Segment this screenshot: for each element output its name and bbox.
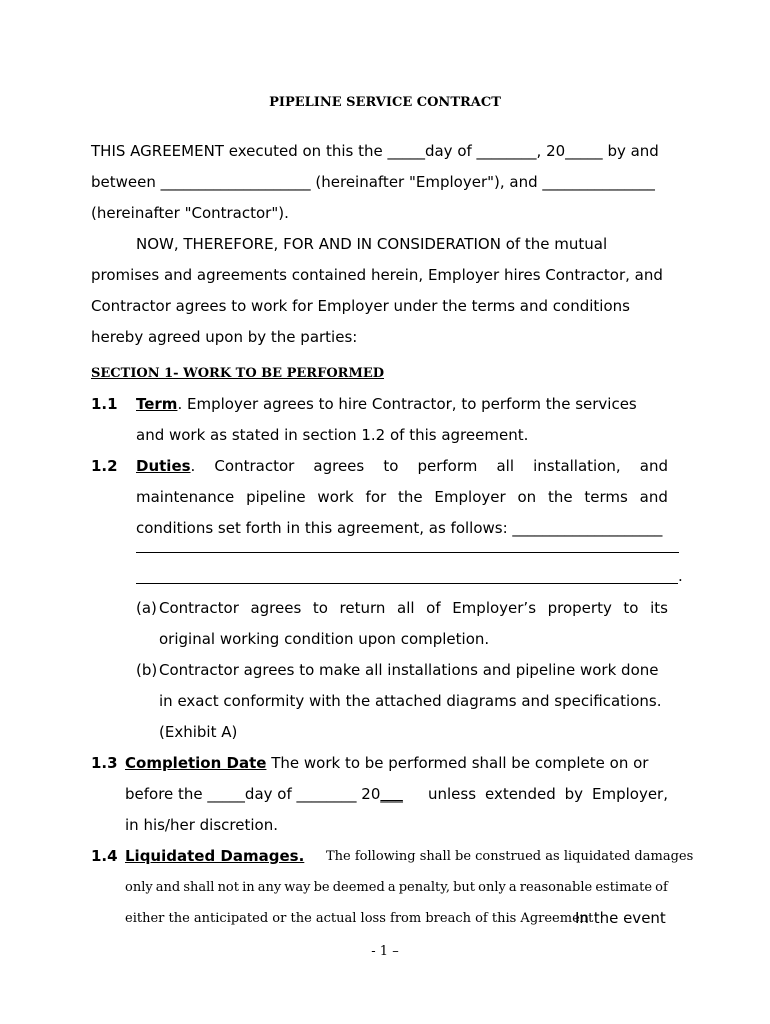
word: all — [397, 599, 415, 617]
section-1-4-line-3-serif: either the anticipated or the actual loss from breach of this Agreement — [125, 911, 594, 926]
word: way — [284, 880, 311, 895]
section-1-3-line-2-start: before the _____day of ________ 20___ — [125, 785, 403, 803]
word: not — [217, 880, 239, 895]
word: Contractor — [159, 599, 239, 617]
word: Contractor — [214, 457, 295, 475]
section-1-4-heading: Liquidated Damages. — [125, 847, 305, 865]
word: and — [155, 880, 181, 895]
section-1-4-line-1 — [125, 847, 304, 865]
word: shall — [183, 880, 215, 895]
section-1-4-line-2 — [125, 880, 668, 895]
word: Employer — [434, 488, 506, 506]
section-1-3-heading: Completion Date — [125, 754, 267, 772]
section-1-2-line-1 — [136, 457, 668, 475]
recital-line-2: promises and agreements contained herein, Employer hires Contractor, and — [91, 266, 663, 284]
blank-line-1 — [136, 552, 679, 553]
document-title: PIPELINE SERVICE CONTRACT — [269, 95, 501, 110]
item-a-label: (a) — [136, 599, 157, 617]
word: installation, — [533, 457, 621, 475]
word: the — [397, 488, 423, 506]
section-1-3-line-1 — [125, 754, 648, 772]
recital-line-4: hereby agreed upon by the parties: — [91, 328, 358, 346]
word: work — [317, 488, 354, 506]
intro-line-1: THIS AGREEMENT executed on this the _____day of ________, 20_____ by and — [91, 142, 659, 160]
word: return — [339, 599, 386, 617]
item-b-line-3: (Exhibit A) — [159, 723, 238, 741]
word: reasonable — [519, 880, 593, 895]
word: a — [508, 880, 517, 895]
word: to — [383, 457, 399, 475]
word: and — [639, 457, 668, 475]
word: and — [639, 488, 668, 506]
word: by — [564, 785, 584, 803]
item-b-line-2: in exact conformity with the attached diagrams and specifications. — [159, 692, 662, 710]
item-b-line-1: Contractor agrees to make all installations and pipeline work done — [159, 661, 659, 679]
word: perform — [417, 457, 478, 475]
word: all — [496, 457, 514, 475]
section-1-3-text: The work to be performed shall be complete on or — [266, 754, 649, 772]
word: any — [257, 880, 282, 895]
section-1-1-text: . Employer agrees to hire Contractor, to perform the services — [177, 395, 637, 413]
word: for — [365, 488, 387, 506]
word: deemed — [332, 880, 385, 895]
section-1-1-number: 1.1 — [91, 395, 118, 413]
recital-line-1: NOW, THEREFORE, FOR AND IN CONSIDERATION of the mutual — [136, 235, 608, 253]
section-1-1-heading: Term — [136, 395, 178, 413]
item-a-line-2: original working condition upon completion. — [159, 630, 490, 648]
section-1-3-number: 1.3 — [91, 754, 118, 772]
section-1-4-number: 1.4 — [91, 847, 118, 865]
section-1-1-line-2: and work as stated in section 1.2 of this agreement. — [136, 426, 529, 444]
word: but — [453, 880, 476, 895]
section-1-2-number: 1.2 — [91, 457, 118, 475]
section-1-heading: SECTION 1- WORK TO BE PERFORMED — [91, 366, 385, 381]
section-1-2-heading: Duties — [136, 457, 191, 475]
word: pipeline — [246, 488, 306, 506]
recital-line-3: Contractor agrees to work for Employer under the terms and conditions — [91, 297, 630, 315]
intro-line-2: between ____________________ (hereinafter "Employer"), and _______________ — [91, 173, 655, 191]
word: only — [125, 880, 153, 895]
word: a — [387, 880, 396, 895]
word: . — [190, 457, 196, 475]
word: of — [426, 599, 441, 617]
word: estimate — [595, 880, 653, 895]
item-b-label: (b) — [136, 661, 158, 679]
section-1-3-line-2-end — [428, 785, 668, 803]
word: penalty, — [398, 880, 451, 895]
word: Employer’s — [452, 599, 537, 617]
word: unless — [428, 785, 477, 803]
word: terms — [584, 488, 628, 506]
word: the — [547, 488, 573, 506]
word: property — [547, 599, 612, 617]
word: maintenance — [136, 488, 235, 506]
intro-line-3: (hereinafter "Contractor"). — [91, 204, 289, 222]
word: extended — [484, 785, 556, 803]
page-number: - 1 – — [371, 944, 399, 959]
word: be — [313, 880, 330, 895]
word: only — [478, 880, 506, 895]
word: to — [623, 599, 639, 617]
section-1-4-line-1-text: The following shall be construed as liquidated damages — [326, 849, 694, 864]
word: agrees — [313, 457, 365, 475]
blank-line-2 — [136, 583, 678, 584]
word: Employer, — [592, 785, 668, 803]
word: its — [650, 599, 668, 617]
section-1-2-line-2 — [136, 488, 668, 506]
word: of — [655, 880, 668, 895]
item-a-line-1 — [159, 599, 668, 617]
word: agrees — [250, 599, 302, 617]
section-1-3-line-3: in his/her discretion. — [125, 816, 278, 834]
section-1-4-line-3-sans: In the event — [575, 909, 666, 927]
word: on — [517, 488, 537, 506]
word: in — [242, 880, 255, 895]
section-1-2-line-3: conditions set forth in this agreement, as follows: ____________________ — [136, 519, 663, 537]
blank-line-period: . — [678, 567, 683, 585]
section-1-1-line-1 — [136, 395, 637, 413]
word: to — [312, 599, 328, 617]
